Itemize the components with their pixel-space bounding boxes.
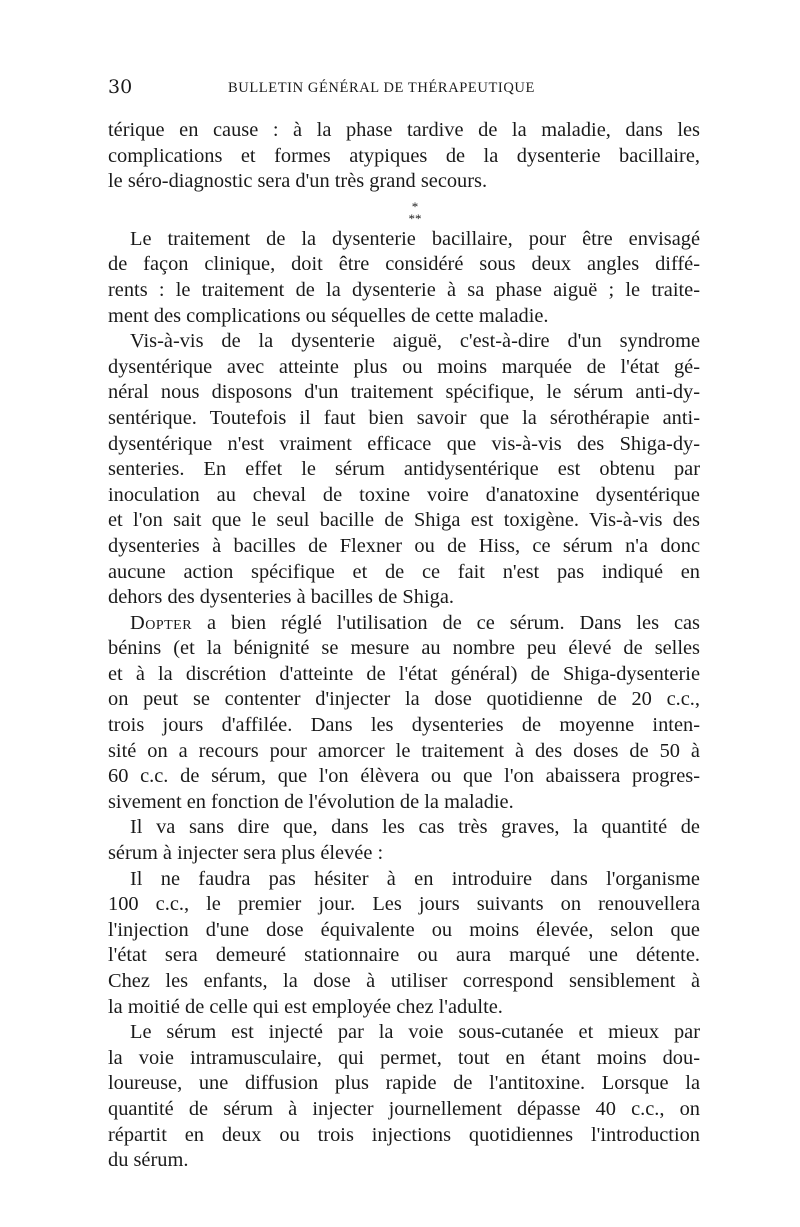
text-line: Le sérum est injecté par la voie sous-cutanée et mieux par bbox=[130, 1021, 700, 1044]
text-line: la moitié de celle qui est employée chez l'adulte. bbox=[108, 995, 503, 1018]
text-line: Il va sans dire que, dans les cas très graves, la quantité de bbox=[130, 816, 700, 839]
text-line: l'injection d'une dose équivalente ou moins élevée, selon que bbox=[108, 918, 700, 941]
text-line: répartit en deux ou trois injections quotidiennes l'introduction bbox=[108, 1123, 700, 1146]
text-line: Il ne faudra pas hésiter à en introduire dans l'organisme bbox=[130, 867, 700, 890]
text-line-rest: a bien réglé l'utilisation de ce sérum. Dans les cas bbox=[207, 611, 700, 634]
text-line: l'état sera demeuré stationnaire ou aura marqué une détente. bbox=[108, 944, 700, 967]
text-line: 100 c.c., le premier jour. Les jours suivants on renouvellera bbox=[108, 893, 700, 916]
text-line: bénins (et la bénignité se mesure au nombre peu élevé de selles bbox=[108, 637, 700, 660]
text-line: et à la discrétion d'atteinte de l'état général) de Shiga-dysenterie bbox=[108, 662, 700, 685]
text-line: Chez les enfants, la dose à utiliser correspond sensiblement à bbox=[108, 970, 700, 992]
page-header bbox=[108, 76, 700, 104]
text-line: la voie intramusculaire, qui permet, tout en étant moins dou- bbox=[108, 1046, 700, 1069]
text-line: inoculation au cheval de toxine voire d'anatoxine dysentérique bbox=[108, 483, 700, 506]
text-line: loureuse, une diffusion plus rapide de l'antitoxine. Lorsque la bbox=[108, 1072, 700, 1095]
text-line: quantité de sérum à injecter journellement dépasse 40 c.c., on bbox=[108, 1097, 700, 1120]
text-line: dysentérique avec atteinte plus ou moins marquée de l'état gé- bbox=[108, 355, 700, 378]
text-line bbox=[108, 611, 700, 637]
text-line: on peut se contenter d'injecter la dose quotidienne de 20 c.c., bbox=[108, 688, 700, 711]
text-line: sivement en fonction de l'évolution de la maladie. bbox=[108, 790, 514, 813]
text-line: aucune action spécifique et de ce fait n'est pas indiqué en bbox=[108, 560, 700, 583]
body-text bbox=[108, 118, 700, 1174]
author-name: Dopter bbox=[130, 611, 193, 634]
text-line: sérum à injecter sera plus élevée : bbox=[108, 842, 384, 865]
text-line: térique en cause : à la phase tardive de la maladie, dans les bbox=[108, 119, 700, 141]
text-line: complications et formes atypiques de la dysenterie bacillaire, bbox=[108, 144, 700, 167]
text-line: Le traitement de la dysenterie bacillaire, pour être envisagé bbox=[130, 227, 700, 250]
asterism-top: * bbox=[411, 198, 419, 214]
text-line: et l'on sait que le seul bacille de Shiga est toxigène. Vis-à-vis des bbox=[108, 509, 700, 532]
text-line: le séro-diagnostic sera d'un très grand secours. bbox=[108, 170, 488, 193]
text-line: trois jours d'affilée. Dans les dysenteries de moyenne inten- bbox=[108, 714, 700, 737]
page-number: 30 bbox=[108, 76, 133, 98]
text-line: de façon clinique, doit être considéré sous deux angles diffé- bbox=[108, 253, 700, 276]
text-line: dysentérique n'est vraiment efficace que vis-à-vis des Shiga-dy- bbox=[108, 432, 700, 455]
text-line: 60 c.c. de sérum, que l'on élèvera ou que l'on abaissera progres- bbox=[108, 765, 700, 788]
text-line: senteries. En effet le sérum antidysentérique est obtenu par bbox=[108, 458, 700, 481]
asterism-bottom: ** bbox=[408, 210, 422, 226]
text-line: ment des complications ou séquelles de cette maladie. bbox=[108, 304, 549, 327]
section-asterism bbox=[108, 195, 700, 227]
text-line: Vis-à-vis de la dysenterie aiguë, c'est-à-dire d'un syndrome bbox=[130, 330, 700, 353]
text-line: dysenteries à bacilles de Flexner ou de Hiss, ce sérum n'a donc bbox=[108, 534, 700, 557]
text-line: du sérum. bbox=[108, 1149, 189, 1172]
text-line: néral nous disposons d'un traitement spécifique, le sérum anti-dy- bbox=[108, 381, 700, 404]
text-line: rents : le traitement de la dysenterie à sa phase aiguë ; le traite- bbox=[108, 278, 700, 301]
text-line: sité on a recours pour amorcer le traitement à des doses de 50 à bbox=[108, 739, 700, 762]
text-line: dehors des dysenteries à bacilles de Shiga. bbox=[108, 586, 454, 609]
running-title: BULLETIN GÉNÉRAL DE THÉRAPEUTIQUE bbox=[228, 80, 535, 96]
text-line: sentérique. Toutefois il faut bien savoir que la sérothérapie anti- bbox=[108, 406, 700, 429]
